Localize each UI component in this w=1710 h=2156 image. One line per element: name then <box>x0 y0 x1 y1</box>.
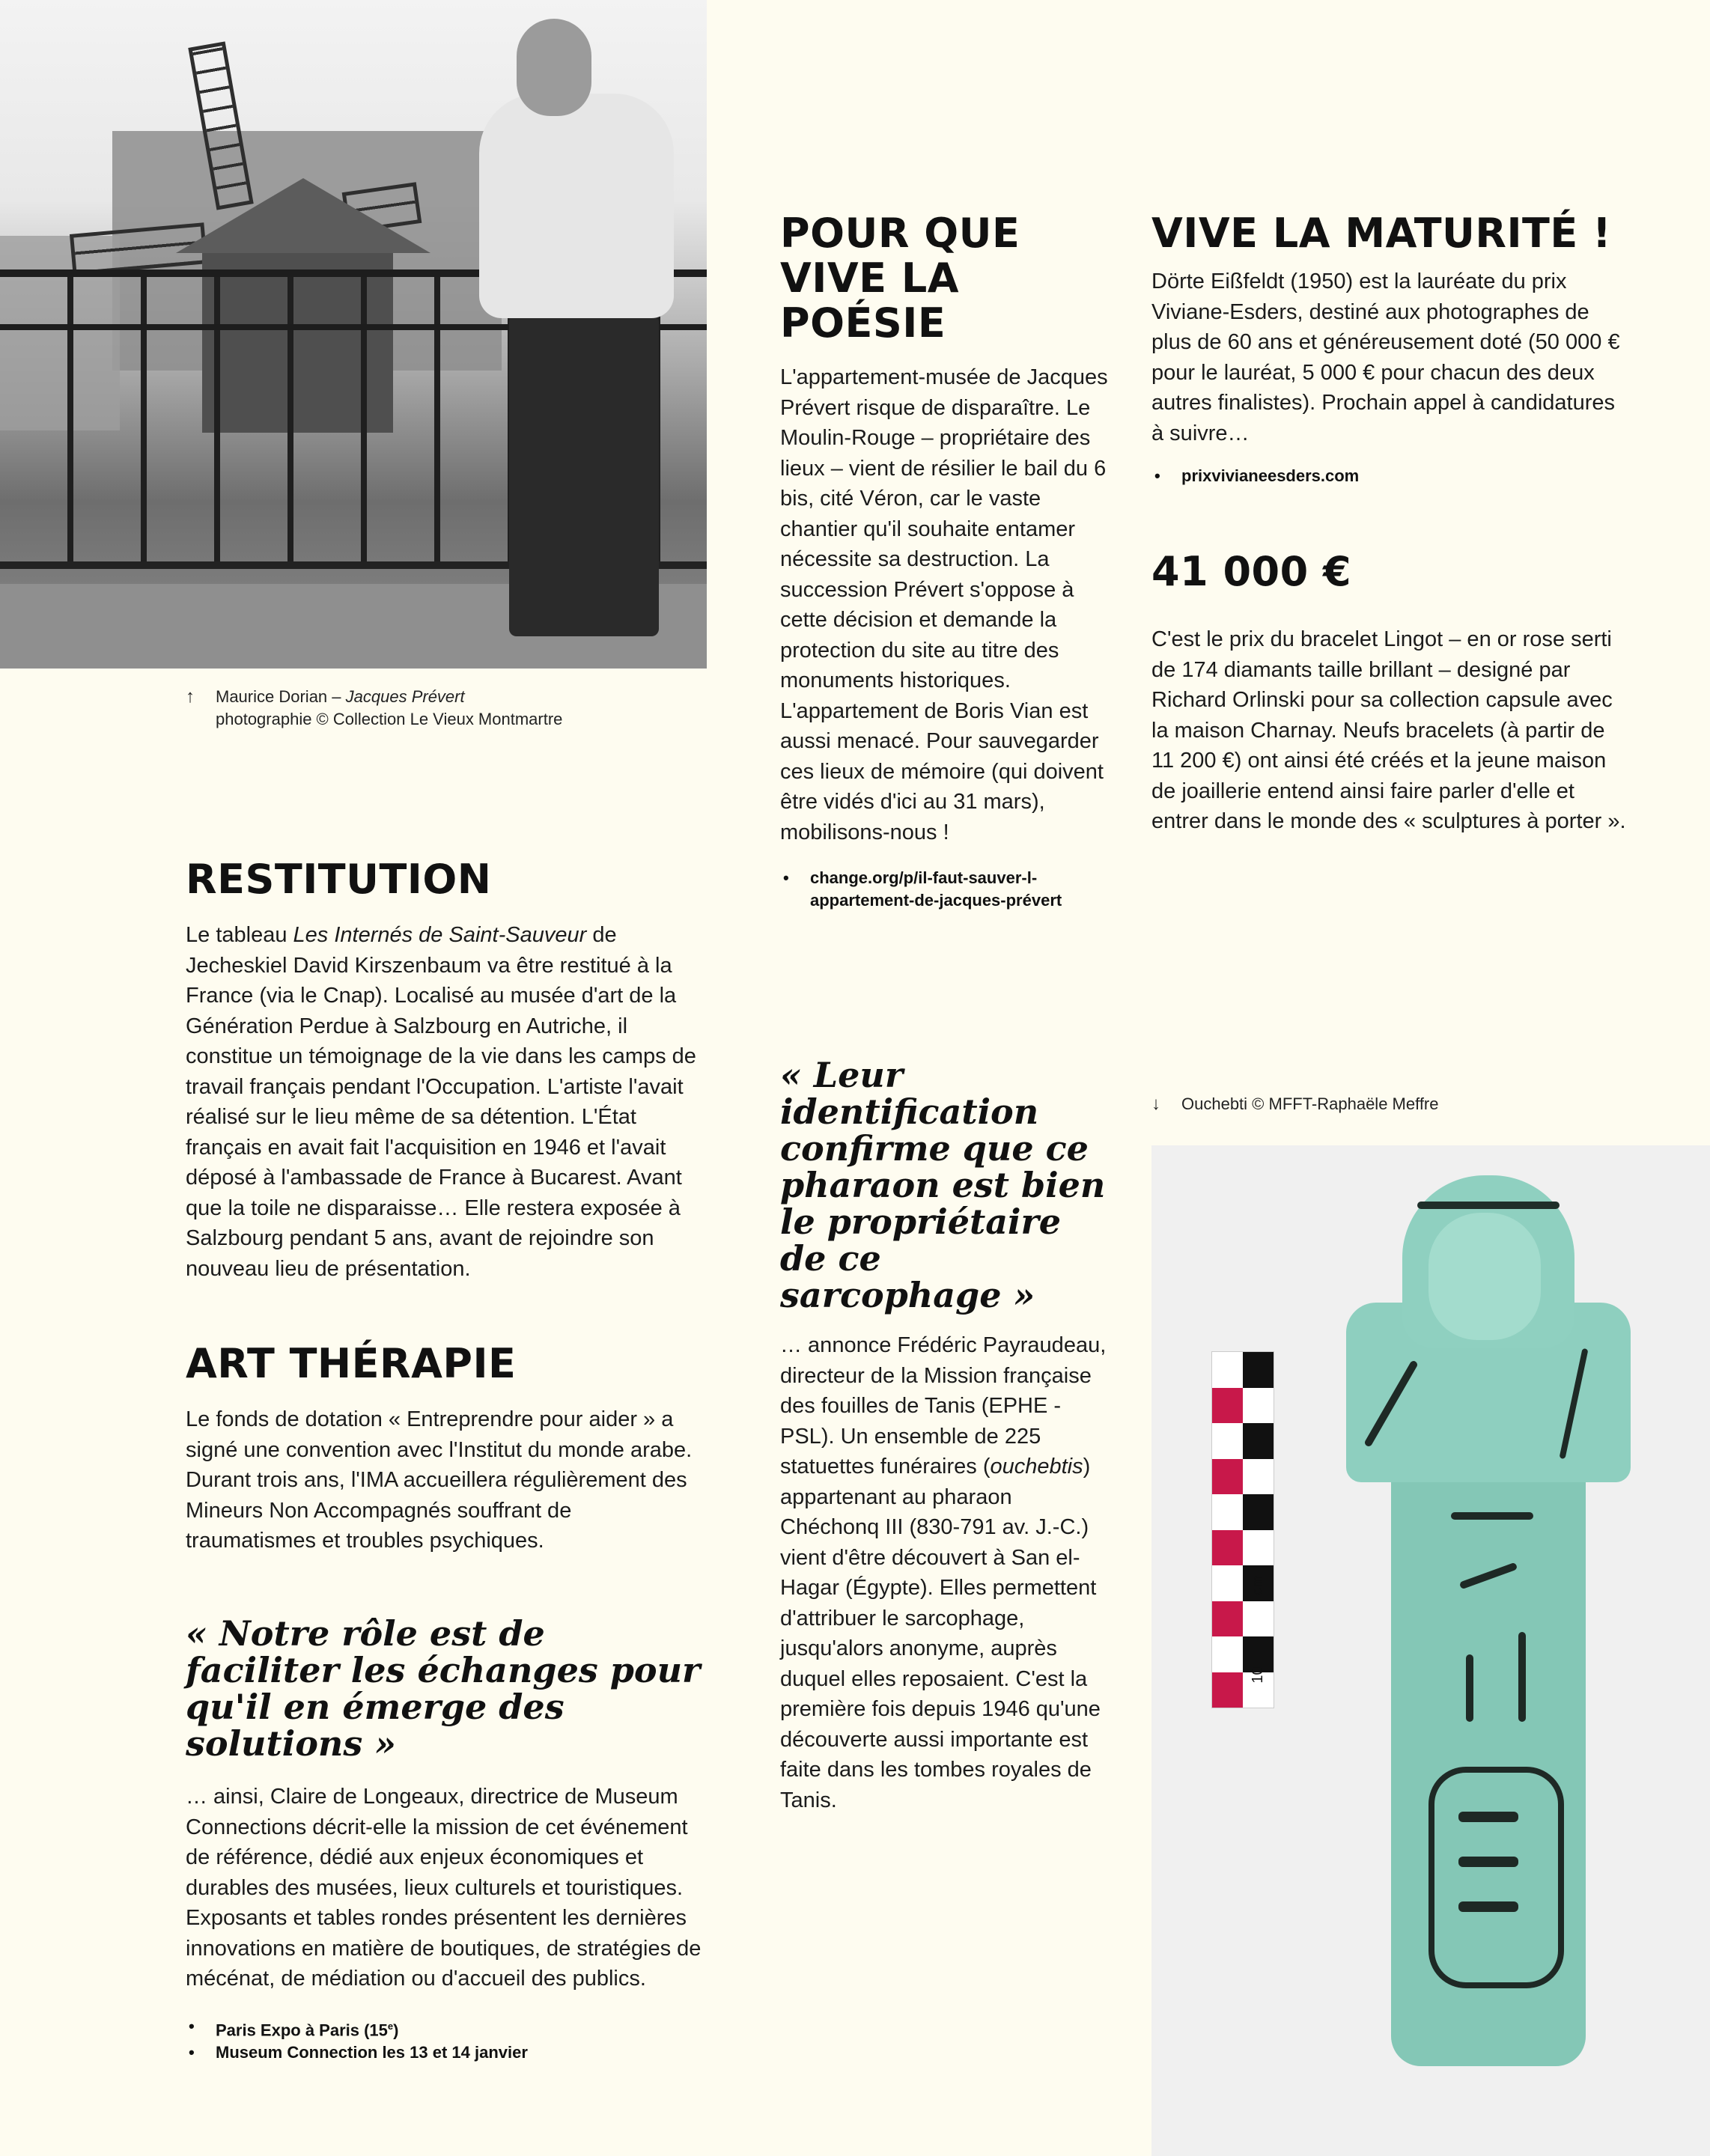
museum-connections-body: … ainsi, Claire de Longeaux, directrice de Museum Connections décrit-elle la mission de cet événement de référence, dédié aux enjeux économiques et durables des musées, lieux culturels et touristiques. Exposants et tables rondes présentent les dernières innovations en matière de boutiques, de stratégies de mécénat, de médiation ou d'accueil des publics. <box>186 1785 702 1991</box>
royal-cartouche <box>1428 1767 1564 1988</box>
maturite-link-list <box>1151 465 1631 487</box>
windmill-roof <box>176 178 430 253</box>
hieroglyph <box>1466 1654 1473 1722</box>
cartouche-glyph <box>1458 1857 1518 1867</box>
scale-segment <box>1212 1388 1243 1424</box>
scale-segment <box>1243 1352 1274 1388</box>
ushabti-figurine <box>1346 1175 1631 2066</box>
man-legs <box>509 314 659 636</box>
caption-line-1: Maurice Dorian – Jacques Prévert <box>216 687 465 706</box>
article-tanis <box>780 1057 1110 1815</box>
poesie-body: L'appartement-musée de Jacques Prévert risque de disparaître. Le Moulin-Rouge – propriétaire des lieux – vient de résilier le bail du 6 bis, cité Véron, car le vaste chantier qu'il souhaite entamer nécessite sa destruction. La succession Prévert s'oppose à cette décision et demande la protection du site au titre des monuments historiques. L'appartement de Boris Vian est aussi menacé. Pour sauvegarder ces lieux de mémoire (qui doivent être vidés d'ici au 31 mars), mobilisons-nous ! <box>780 365 1108 844</box>
scale-segment <box>1212 1423 1243 1459</box>
pull-quote-museum: « Notre rôle est de faciliter les échanges pour qu'il en émerge des solutions » <box>186 1613 701 1764</box>
headline-art-therapie: ART THÉRAPIE <box>186 1340 517 1387</box>
arrow-down-icon: ↓ <box>1151 1094 1160 1114</box>
prevert-photo <box>0 0 707 669</box>
scale-segment <box>1243 1494 1274 1530</box>
cartouche-glyph <box>1458 1812 1518 1822</box>
article-art-therapie <box>186 1342 702 1556</box>
scale-segment <box>1243 1423 1274 1459</box>
scale-segment <box>1212 1672 1243 1708</box>
article-bracelet <box>1151 549 1631 837</box>
scale-segment <box>1243 1388 1274 1424</box>
article-restitution <box>186 857 702 1284</box>
info-venue: • Paris Expo à Paris (15e) <box>186 2015 710 2041</box>
scale-segment <box>1243 1459 1274 1495</box>
hieroglyph <box>1518 1632 1526 1722</box>
scale-unit-label: cm <box>1250 1575 1266 1595</box>
man-sweater <box>479 94 674 318</box>
headline-poesie: POUR QUE VIVE LA POÉSIE <box>780 210 1020 347</box>
cartouche-glyph <box>1458 1901 1518 1912</box>
hieroglyph <box>1451 1512 1533 1520</box>
prize-website-link[interactable]: • prixvivianeesders.com <box>1151 465 1631 487</box>
scale-value-label: 10 <box>1250 1666 1266 1684</box>
art-therapie-body: Le fonds de dotation « Entreprendre pour aider » a signé une convention avec l'Institut du monde arabe. Durant trois ans, l'IMA accueillera régulièrement des Mineurs Non Accompagnés souffrant de traumatismes et troubles psychiques. <box>186 1407 693 1553</box>
artwork-title: Les Internés de Saint-Sauveur <box>293 923 587 947</box>
man-head <box>517 19 591 116</box>
scale-segment <box>1212 1601 1243 1637</box>
scale-segment <box>1243 1601 1274 1637</box>
figurine-face <box>1428 1213 1541 1340</box>
scale-segment <box>1212 1459 1243 1495</box>
pull-quote-tanis: « Leur identification confirme que ce pharaon est bien le propriétaire de ce sarcophage » <box>780 1055 1106 1315</box>
maturite-body: Dörte Eißfeldt (1950) est la lauréate du prix Viviane-Esders, destiné aux photographes de plus de 60 ans et généreusement doté (50 000 € pour le lauréat, 5 000 € pour chacun des deux autres finalistes). Prochain appel à candidatures à suivre… <box>1151 270 1620 445</box>
caption-line-2: photographie © Collection Le Vieux Montmartre <box>216 710 563 728</box>
measuring-scale <box>1211 1351 1274 1708</box>
scale-segment <box>1212 1352 1243 1388</box>
ushabti-photo-caption: ↓ Ouchebti © MFFT-Raphaële Meffre <box>1151 1094 1439 1114</box>
bracelet-body: C'est le prix du bracelet Lingot – en or rose serti de 174 diamants taille brillant – designé par Richard Orlinski pour sa collection capsule avec la maison Charnay. Neufs bracelets (à partir de 11 200 €) ont ainsi été créés et la jeune maison de joaillerie entend ainsi faire parler d'elle et entrer dans le monde des « sculptures à porter ». <box>1151 627 1626 833</box>
headline-restitution: RESTITUTION <box>186 856 492 903</box>
restitution-body: Le tableau Les Internés de Saint-Sauveur de Jecheskiel David Kirszenbaum va être restitué à la France (via le Cnap). Localisé au musée d'art de la Génération Perdue à Salzbourg en Autriche, il constitue un témoignage de la vie dans les camps de travail français pendant l'Occupation. L'artiste l'avait réalisé sur le lieu même de sa détention. L'État français en avait fait l'acquisition en 1946 et l'avait déposé à l'ambassade de France à Bucarest. Avant que la toile ne disparaisse… Elle restera exposée à Salzbourg pendant 5 ans, avant de rejoindre son nouveau lieu de présentation. <box>186 923 696 1281</box>
tanis-body: … annonce Frédéric Payraudeau, directeur de la Mission française des fouilles de Tanis (EPHE - PSL). Un ensemble de 225 statuettes funéraires (ouchebtis) appartenant au pharaon Chéchonq III (830-791 av. J.-C.) vient d'être découvert à San el-Hagar (Égypte). Elles permettent d'attribuer le sarcophage, jusqu'alors anonyme, auprès duquel elles reposaient. C'est la première fois depuis 1946 qu'une découverte aussi importante est faite dans les tombes royales de Tanis. <box>780 1333 1107 1812</box>
scale-segment <box>1212 1530 1243 1566</box>
scale-segment <box>1212 1636 1243 1672</box>
headline-maturite: VIVE LA MATURITÉ ! <box>1151 210 1612 257</box>
article-poesie <box>780 211 1110 912</box>
ushabti-photo <box>1151 1145 1710 2156</box>
arrow-up-icon: ↑ <box>186 686 195 707</box>
article-museum-connections <box>186 1613 710 2064</box>
figurine-headband <box>1417 1202 1560 1209</box>
prevert-photo-caption <box>186 686 710 731</box>
museum-info-list <box>186 2015 710 2064</box>
headline-bracelet-price: 41 000 € <box>1151 548 1352 595</box>
info-dates: • Museum Connection les 13 et 14 janvier <box>186 2041 710 2064</box>
petition-link[interactable]: • change.org/p/il-faut-sauver-l-appartement-de-jacques-prévert <box>780 867 1110 912</box>
poesie-link-list <box>780 867 1110 912</box>
article-maturite <box>1151 211 1631 487</box>
scale-segment <box>1212 1565 1243 1601</box>
scale-segment <box>1243 1530 1274 1566</box>
scale-segment <box>1212 1494 1243 1530</box>
